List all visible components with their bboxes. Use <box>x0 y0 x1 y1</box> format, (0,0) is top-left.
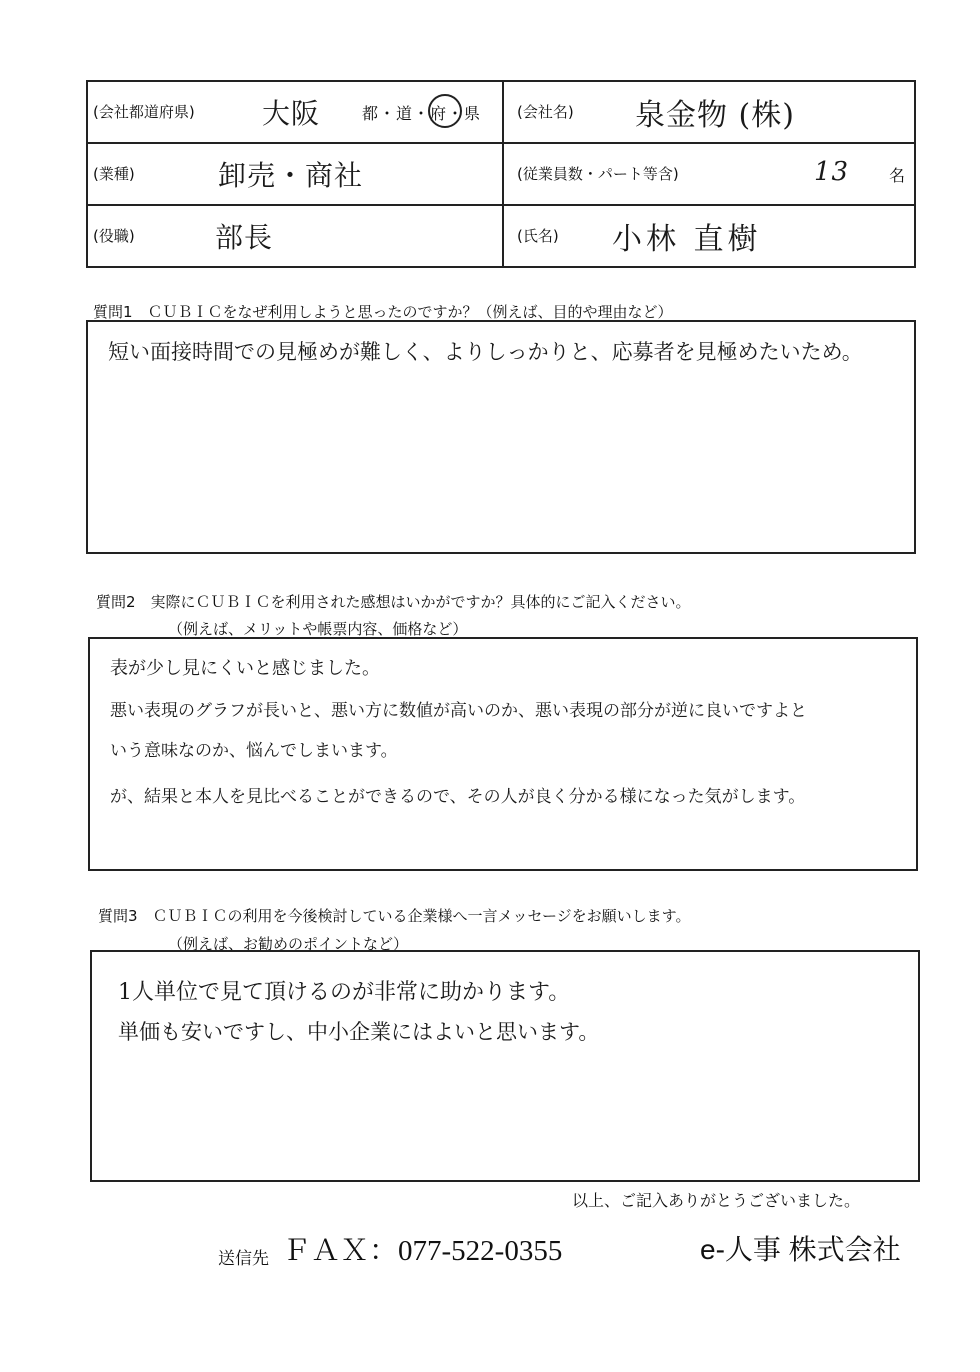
company-value: 泉金物 (株) <box>635 98 795 133</box>
prefecture-circle-mark <box>428 94 462 128</box>
industry-label: (業種) <box>93 165 135 183</box>
q3-answer-line: 1人単位で見て頂けるのが非常に助かります。 <box>118 980 571 1005</box>
q3-answer-line: 単価も安いですし、中小企業にはよいと思います。 <box>118 1020 600 1044</box>
send-label: 送信先 <box>218 1249 269 1269</box>
name-label: (氏名) <box>517 227 559 245</box>
employees-label: (従業員数・パート等含) <box>517 165 679 183</box>
name-value: 小林 直樹 <box>612 222 762 257</box>
employees-value: 13 <box>814 157 850 187</box>
q2-title: 質問2 実際にＣＵＢＩＣを利用された感想はいかがですか？具体的にご記入ください。 <box>96 593 691 611</box>
position-label: (役職) <box>93 227 135 245</box>
fax-number: ＦＡＸ：077-522-0355 <box>282 1235 563 1267</box>
footer-company: e-人事 株式会社 <box>700 1234 901 1265</box>
prefecture-value: 大阪 <box>262 97 321 130</box>
info-table-divider <box>502 80 504 268</box>
q1-title: 質問1 ＣＵＢＩＣをなぜ利用しようと思ったのですか？（例えば、目的や理由など） <box>93 303 673 321</box>
q2-answer-line: いう意味なのか、悩んでしまいます。 <box>110 741 398 761</box>
thanks-text: 以上、ご記入ありがとうございました。 <box>572 1191 861 1210</box>
industry-value: 卸売・商社 <box>218 159 364 192</box>
position-value: 部長 <box>215 221 274 254</box>
prefecture-label: (会社都道府県) <box>93 103 195 121</box>
company-label: (会社名) <box>517 103 574 121</box>
q2-answer-line: 悪い表現のグラフが長いと、悪い方に数値が高いのか、悪い表現の部分が逆に良いですよと <box>110 701 807 721</box>
info-table-row-divider <box>86 204 916 206</box>
q3-subtitle: （例えば、お勧めのポイントなど） <box>168 935 409 953</box>
info-table-row-divider <box>86 142 916 144</box>
q2-answer-line: 表が少し見にくいと感じました。 <box>110 658 380 679</box>
prefecture-suffix: 都・道・府・県 <box>362 104 482 123</box>
q3-title: 質問3 ＣＵＢＩＣの利用を今後検討している企業様へ一言メッセージをお願いします。 <box>98 907 691 925</box>
q2-answer-line: が、結果と本人を見比べることができるので、その人が良く分かる様になった気がします。 <box>110 787 806 807</box>
q1-answer-line: 短い面接時間での見極めが難しく、よりしっかりと、応募者を見極めたいため。 <box>108 340 863 364</box>
employees-unit: 名 <box>889 166 906 185</box>
q2-subtitle: （例えば、メリットや帳票内容、価格など） <box>168 620 468 638</box>
